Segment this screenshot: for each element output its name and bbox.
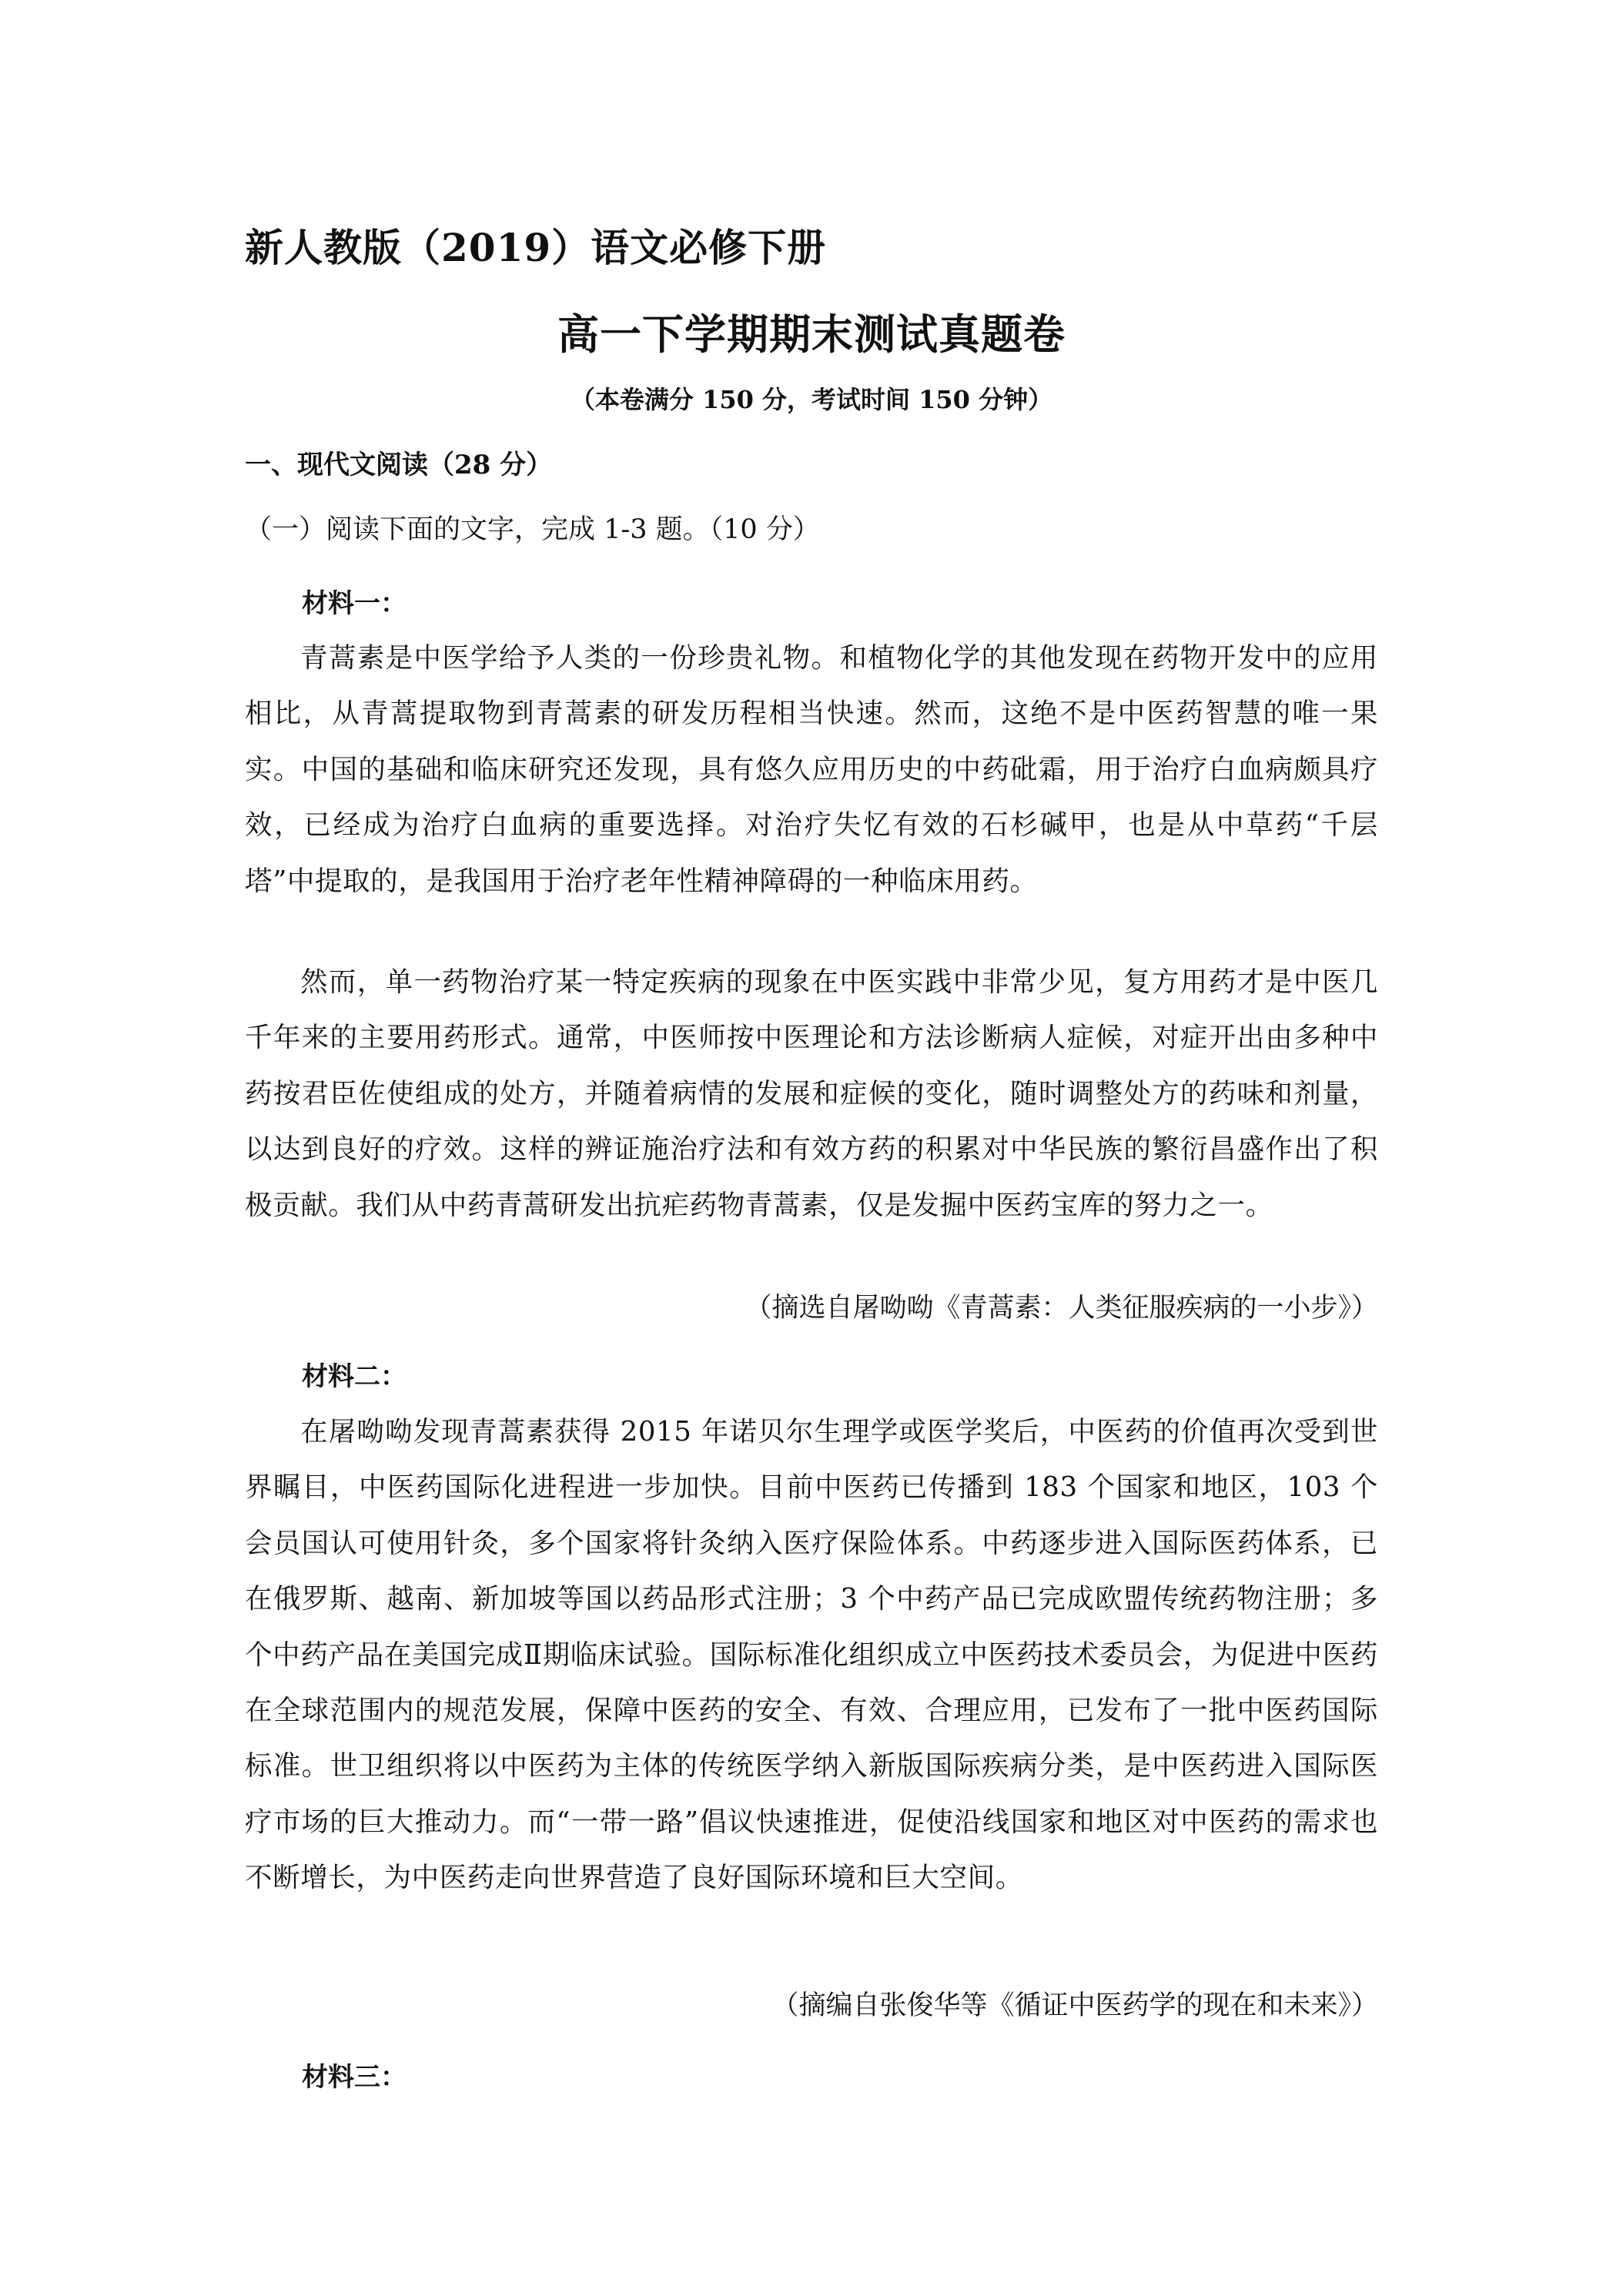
material-3-label: 材料三： — [302, 2062, 407, 2093]
material-2-label: 材料二： — [302, 1361, 407, 1392]
exam-title: 高一下学期期末测试真题卷 — [557, 310, 1066, 359]
series-title: 新人教版（2019）语文必修下册 — [245, 225, 827, 270]
material-2-paragraph-1: 在屠呦呦发现青蒿素获得 2015 年诺贝尔生理学或医学奖后，中医药的价值再次受到世界瞩目，中医药国际化进程进一步加快。目前中医药已传播到 183 个国家和地区，103 个会员国认可使用针灸，多个国家将针灸纳入医疗保险体系。中药逐步进入国际医药体系，已在俄罗斯、越南、新加坡等国以药品形式注册；3 个中药产品已完成欧盟传统药物注册；多个中药产品在美国完成Ⅱ期临床试验。国际标准化组织成立中医药技术委员会，为促进中医药在全球范围内的规范发展，保障中医药的安全、有效、合理应用，已发布了一批中医药国际标准。世卫组织将以中医药为主体的传统医学纳入新版国际疾病分类，是中医药进入国际医疗市场的巨大推动力。而“一带一路”倡议快速推进，促使沿线国家和地区对中医药的需求也不断增长，为中医药走向世界营造了良好国际环境和巨大空间。 — [245, 1416, 1378, 1894]
material-1-label: 材料一： — [302, 588, 407, 619]
exam-note: （本卷满分 150 分，考试时间 150 分钟） — [570, 385, 1053, 414]
reading-instruction: （一）阅读下面的文字，完成 1-3 题。（10 分） — [245, 514, 820, 545]
material-2-source: （摘编自张俊华等《循证中医药学的现在和未来》） — [771, 1990, 1378, 2021]
material-1-source: （摘选自屠呦呦《青蒿素：人类征服疾病的一小步》） — [745, 1293, 1378, 1324]
section-heading: 一、现代文阅读（28 分） — [245, 450, 553, 480]
material-1-paragraph-1: 青蒿素是中医学给予人类的一份珍贵礼物。和植物化学的其他发现在药物开发中的应用相比，从青蒿提取物到青蒿素的研发历程相当快速。然而，这绝不是中医药智慧的唯一果实。中国的基础和临床研究还发现，具有悠久应用历史的中药砒霜，用于治疗白血病颇具疗效，已经成为治疗白血病的重要选择。对治疗失忆有效的石杉碱甲，也是从中草药“千层塔”中提取的，是我国用于治疗老年性精神障碍的一种临床用药。 — [245, 642, 1378, 897]
material-1-paragraph-2: 然而，单一药物治疗某一特定疾病的现象在中医实践中非常少见，复方用药才是中医几千年来的主要用药形式。通常，中医师按中医理论和方法诊断病人症候，对症开出由多种中药按君臣佐使组成的处方，并随着病情的发展和症候的变化，随时调整处方的药味和剂量，以达到良好的疗效。这样的辨证施治疗法和有效方药的积累对中华民族的繁衍昌盛作出了积极贡献。我们从中药青蒿研发出抗疟药物青蒿素，仅是发掘中医药宝库的努力之一。 — [245, 966, 1378, 1221]
